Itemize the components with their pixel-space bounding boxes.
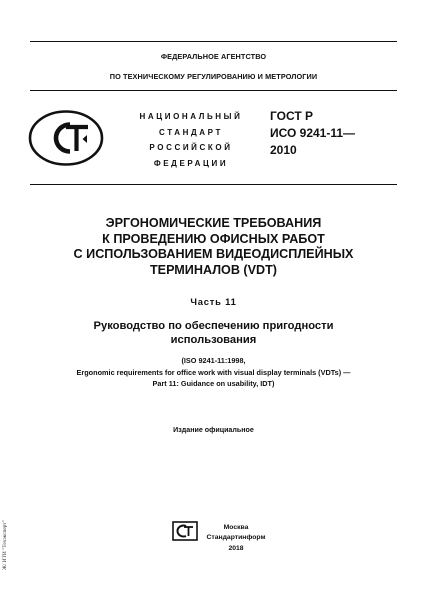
publisher-logo-icon bbox=[172, 521, 198, 541]
document-subtitle bbox=[30, 319, 397, 348]
edition-label: Издание официальное bbox=[173, 426, 254, 434]
natstd-line-4: ФЕДЕРАЦИИ bbox=[153, 158, 229, 168]
gost-line-2: ИСО 9241-11— bbox=[270, 126, 356, 140]
subtitle-line-2: использования bbox=[170, 334, 257, 347]
agency-line-2: ПО ТЕХНИЧЕСКОМУ РЕГУЛИРОВАНИЮ И МЕТРОЛОГИИ bbox=[109, 72, 318, 81]
natstd-line-1: НАЦИОНАЛЬНЫЙ bbox=[139, 112, 243, 121]
part-label: Часть 11 bbox=[190, 296, 237, 307]
publisher-info bbox=[198, 523, 274, 554]
publisher-year: 2018 bbox=[228, 544, 244, 552]
agency-line-1: ФЕДЕРАЛЬНОЕ АГЕНТСТВО bbox=[160, 52, 267, 61]
header-bottom-rule bbox=[30, 90, 397, 91]
standard-designation bbox=[270, 108, 355, 159]
title-line-1: ЭРГОНОМИЧЕСКИЕ ТРЕБОВАНИЯ bbox=[105, 216, 322, 230]
rst-certification-logo-icon bbox=[28, 110, 104, 166]
iso-line-2: Ergonomic requirements for office work with visual display terminals (VDTs) — bbox=[76, 367, 351, 377]
national-standard-label bbox=[132, 109, 250, 171]
iso-reference bbox=[20, 355, 407, 390]
iso-line-3: Part 11: Guidance on usability, IDT) bbox=[152, 379, 275, 389]
publisher-name: Стандартинформ bbox=[206, 534, 266, 542]
designation-bottom-rule bbox=[30, 184, 397, 185]
document-title bbox=[30, 216, 397, 278]
gost-line-3: 2010 bbox=[270, 143, 297, 157]
subtitle-line-1: Руководство по обеспечению пригодности bbox=[93, 320, 334, 332]
side-watermark-text: Ж/ ИТИ "Техэксперт" bbox=[2, 520, 8, 570]
publisher-city: Москва bbox=[223, 524, 249, 531]
natstd-line-2: СТАНДАРТ bbox=[159, 127, 223, 137]
title-line-3: С ИСПОЛЬЗОВАНИЕМ ВИДЕОДИСПЛЕЙНЫХ bbox=[73, 247, 354, 262]
iso-line-1: (ISO 9241-11:1998, bbox=[181, 356, 246, 365]
title-line-4: ТЕРМИНАЛОВ (VDT) bbox=[149, 262, 277, 277]
title-line-2: К ПРОВЕДЕНИЮ ОФИСНЫХ РАБОТ bbox=[102, 231, 325, 246]
gost-line-1: ГОСТ Р bbox=[270, 109, 314, 123]
top-rule bbox=[30, 41, 397, 42]
natstd-line-3: РОССИЙСКОЙ bbox=[149, 143, 233, 152]
